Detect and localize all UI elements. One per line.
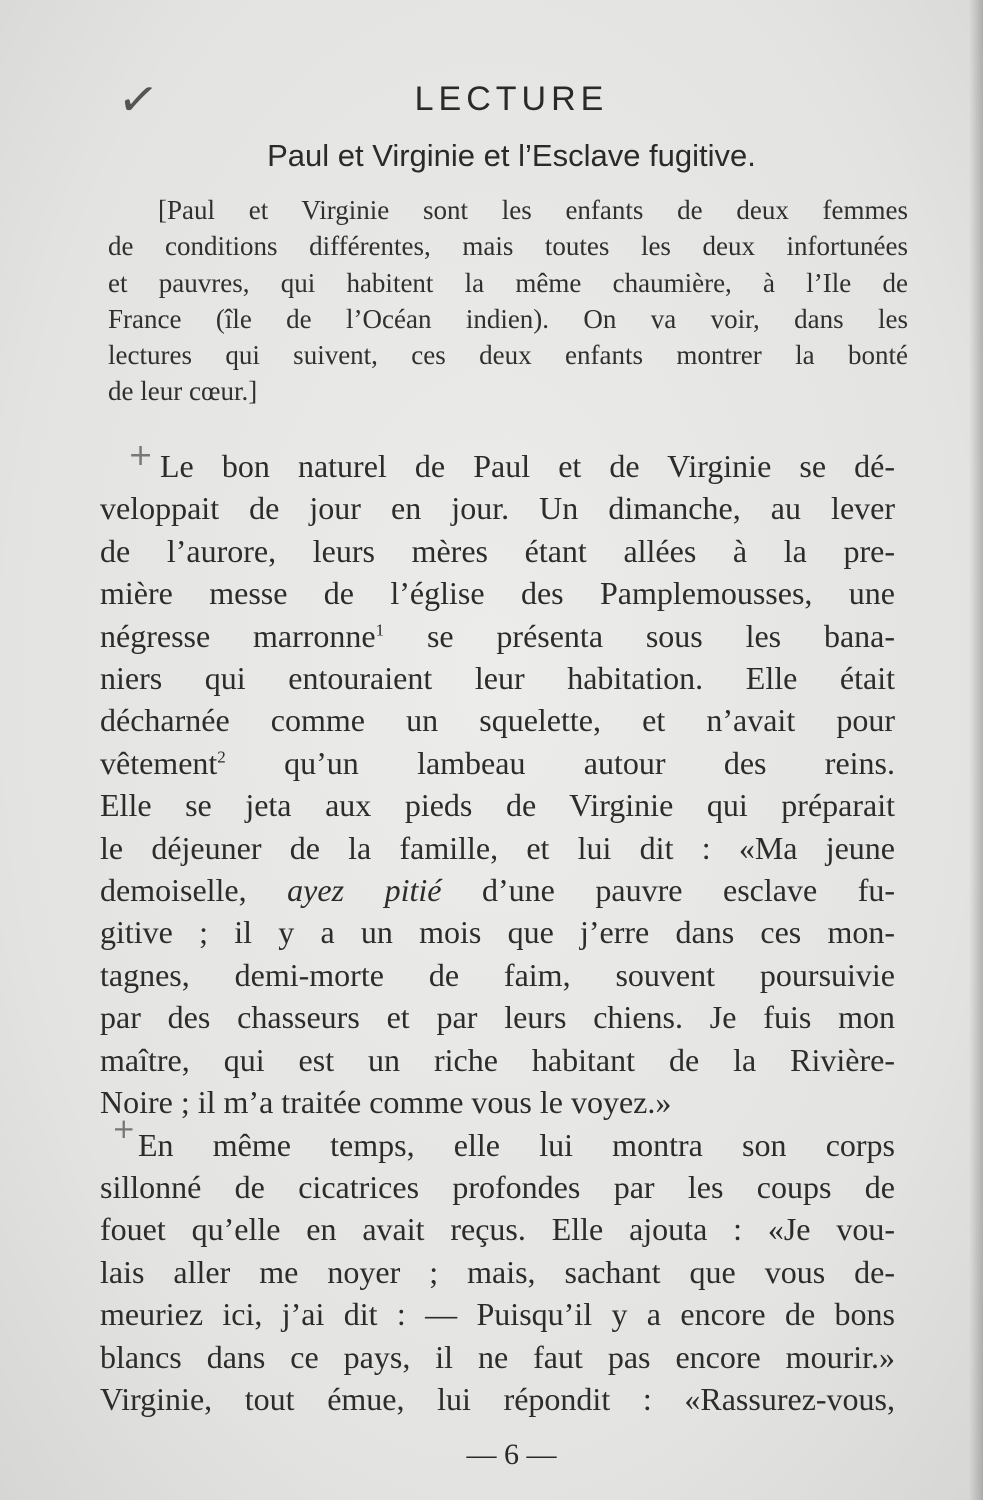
body-line: tagnes, demi-morte de faim, souvent poursuivie [100, 956, 895, 993]
body-line: Virginie, tout émue, lui répondit : «Rassurez-vous, [100, 1380, 895, 1417]
intro-line: de conditions différentes, mais toutes les deux infortunées [108, 231, 908, 262]
intro-line: et pauvres, qui habitent la même chaumière, à l’Ile de [108, 267, 908, 298]
body-text-segment: demoiselle, [100, 872, 247, 909]
body-text [100, 445, 895, 1420]
body-line: Elle se jeta aux pieds de Virginie qui préparait [100, 787, 895, 824]
body-line: maître, qui est un riche habitant de la Rivière- [100, 1041, 895, 1078]
intro-line: lectures qui suivent, ces deux enfants montrer la bonté [108, 340, 908, 371]
margin-cross-icon: + [128, 438, 154, 473]
body-line: de l’aurore, leurs mères étant allées à la pre- [100, 532, 895, 569]
body-line: décharnée comme un squelette, et n’avait pour [100, 702, 895, 739]
body-line: gitive ; il y a un mois que j’erre dans ces mon- [100, 914, 895, 951]
intro-line: [Paul et Virginie sont les enfants de deux femmes [158, 195, 908, 225]
page-number: — 6 — [466, 1438, 557, 1471]
story-title: Paul et Virginie et l’Esclave fugitive. [267, 138, 756, 173]
body-line [100, 742, 895, 784]
body-line: fouet qu’elle en avait reçus. Elle ajouta : «Je vou- [100, 1211, 895, 1248]
body-line: veloppait de jour en jour. Un dimanche, au lever [100, 490, 895, 527]
page-title: LECTURE [414, 80, 609, 118]
body-line: niers qui entouraient leur habitation. Elle était [100, 660, 895, 697]
body-line: par des chasseurs et par leurs chiens. Je fuis mon [100, 999, 895, 1036]
body-line: En même temps, elle lui montra son corps [138, 1126, 895, 1163]
body-text-segment: d’une pauvre esclave fu- [482, 872, 896, 909]
intro-paragraph [108, 192, 908, 410]
body-text-segment: qu’un lambeau autour des reins. [284, 744, 895, 781]
body-line: mière messe de l’église des Pamplemousses, une [100, 575, 895, 612]
margin-cross-icon: + [112, 1112, 136, 1145]
intro-line: France (île de l’Océan indien). On va voir, dans les [108, 303, 908, 334]
footnote-ref: 2 [217, 747, 226, 767]
intro-line: de leur cœur.] [108, 376, 258, 407]
body-line [100, 615, 895, 657]
check-mark-icon: ✓ [114, 69, 162, 131]
body-line: lais aller me noyer ; mais, sachant que vous de- [100, 1253, 895, 1290]
body-text-segment: vêtement [100, 744, 218, 781]
body-text-segment: se présenta sous les bana- [426, 617, 896, 654]
body-text-segment: négresse marronne [100, 617, 376, 654]
footnote-ref: 1 [375, 619, 385, 639]
body-line: Noire ; il m’a traitée comme vous le voyez.» [100, 1084, 672, 1121]
body-line: blancs dans ce pays, il ne faut pas encore mourir.» [100, 1338, 895, 1375]
body-line: meuriez ici, j’ai dit : — Puisqu’il y a encore de bons [100, 1296, 895, 1333]
body-line [100, 869, 895, 911]
italic-phrase: ayez pitié [287, 872, 442, 909]
body-line: sillonné de cicatrices profondes par les coups de [100, 1168, 895, 1205]
body-line: le déjeuner de la famille, et lui dit : «Ma jeune [100, 829, 895, 866]
body-line: Le bon naturel de Paul et de Virginie se dé- [160, 448, 895, 484]
